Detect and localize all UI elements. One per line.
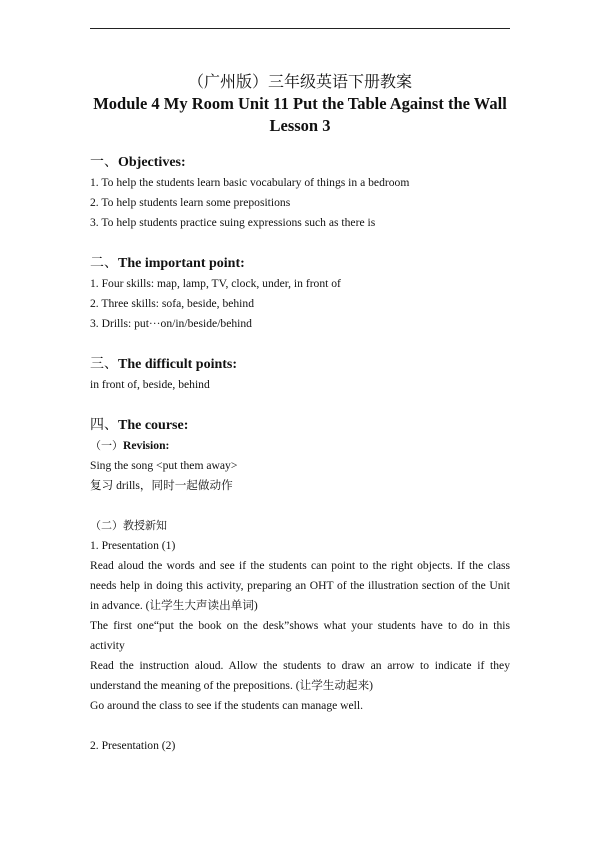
title-chinese: （广州版）三年级英语下册教案 [187, 72, 412, 91]
objective-item: 3. To help students practice suing expressions such as there is [90, 216, 376, 229]
difficult-point-item: in front of, beside, behind [90, 378, 210, 391]
presentation-1-title: 1. Presentation (1) [90, 539, 176, 552]
subsection-number: （一） [90, 439, 123, 452]
presentation-1-paragraph: Read aloud the words and see if the students can point to the right objects. If the class needs help in doing this activity, preparing an OHT of the illustration section of the Unit in advance. (让学生大声读出单词) [90, 559, 510, 612]
teaching-heading [90, 516, 510, 536]
presentation-1-paragraph: Go around the class to see if the students can manage well. [90, 699, 364, 712]
presentation-2-title: 2. Presentation (2) [90, 739, 176, 752]
header-rule [90, 28, 510, 29]
section-title: The course: [118, 418, 189, 433]
section-number: 二、 [90, 255, 118, 271]
important-point-item: 1. Four skills: map, lamp, TV, clock, under, in front of [90, 277, 341, 290]
section-title: Objectives: [118, 155, 186, 170]
important-point-heading [90, 253, 510, 274]
subsection-title: Revision: [123, 439, 170, 452]
teaching-heading-text: （二）教授新知 [90, 519, 167, 532]
course-heading [90, 415, 510, 436]
presentation-1-paragraph: Read the instruction aloud. Allow the students to draw an arrow to indicate if they understand the meaning of the prepositions. (让学生动起来) [90, 659, 510, 692]
objectives-heading [90, 152, 510, 173]
title-english-line-1: Module 4 My Room Unit 11 Put the Table Against the Wall [93, 94, 507, 113]
revision-line: Sing the song <put them away> [90, 459, 238, 472]
section-number: 四、 [90, 417, 118, 433]
section-number: 三、 [90, 356, 118, 372]
important-point-item: 2. Three skills: sofa, beside, behind [90, 297, 254, 310]
revision-line: 复习 drills，同时一起做动作 [90, 479, 233, 492]
document-body [90, 152, 510, 756]
presentation-1-paragraph: The first one“put the book on the desk”shows what your students have to do in this activity [90, 619, 510, 652]
section-title: The important point: [118, 256, 245, 271]
section-number: 一、 [90, 154, 118, 170]
objective-item: 2. To help students learn some prepositions [90, 196, 291, 209]
revision-heading [90, 436, 510, 456]
title-english-line-2: Lesson 3 [269, 116, 331, 135]
section-title: The difficult points: [118, 357, 238, 372]
objective-item: 1. To help the students learn basic vocabulary of things in a bedroom [90, 176, 410, 189]
difficult-points-heading [90, 354, 510, 375]
document-title-block [0, 72, 600, 136]
important-point-item: 3. Drills: put···on/in/beside/behind [90, 317, 252, 330]
